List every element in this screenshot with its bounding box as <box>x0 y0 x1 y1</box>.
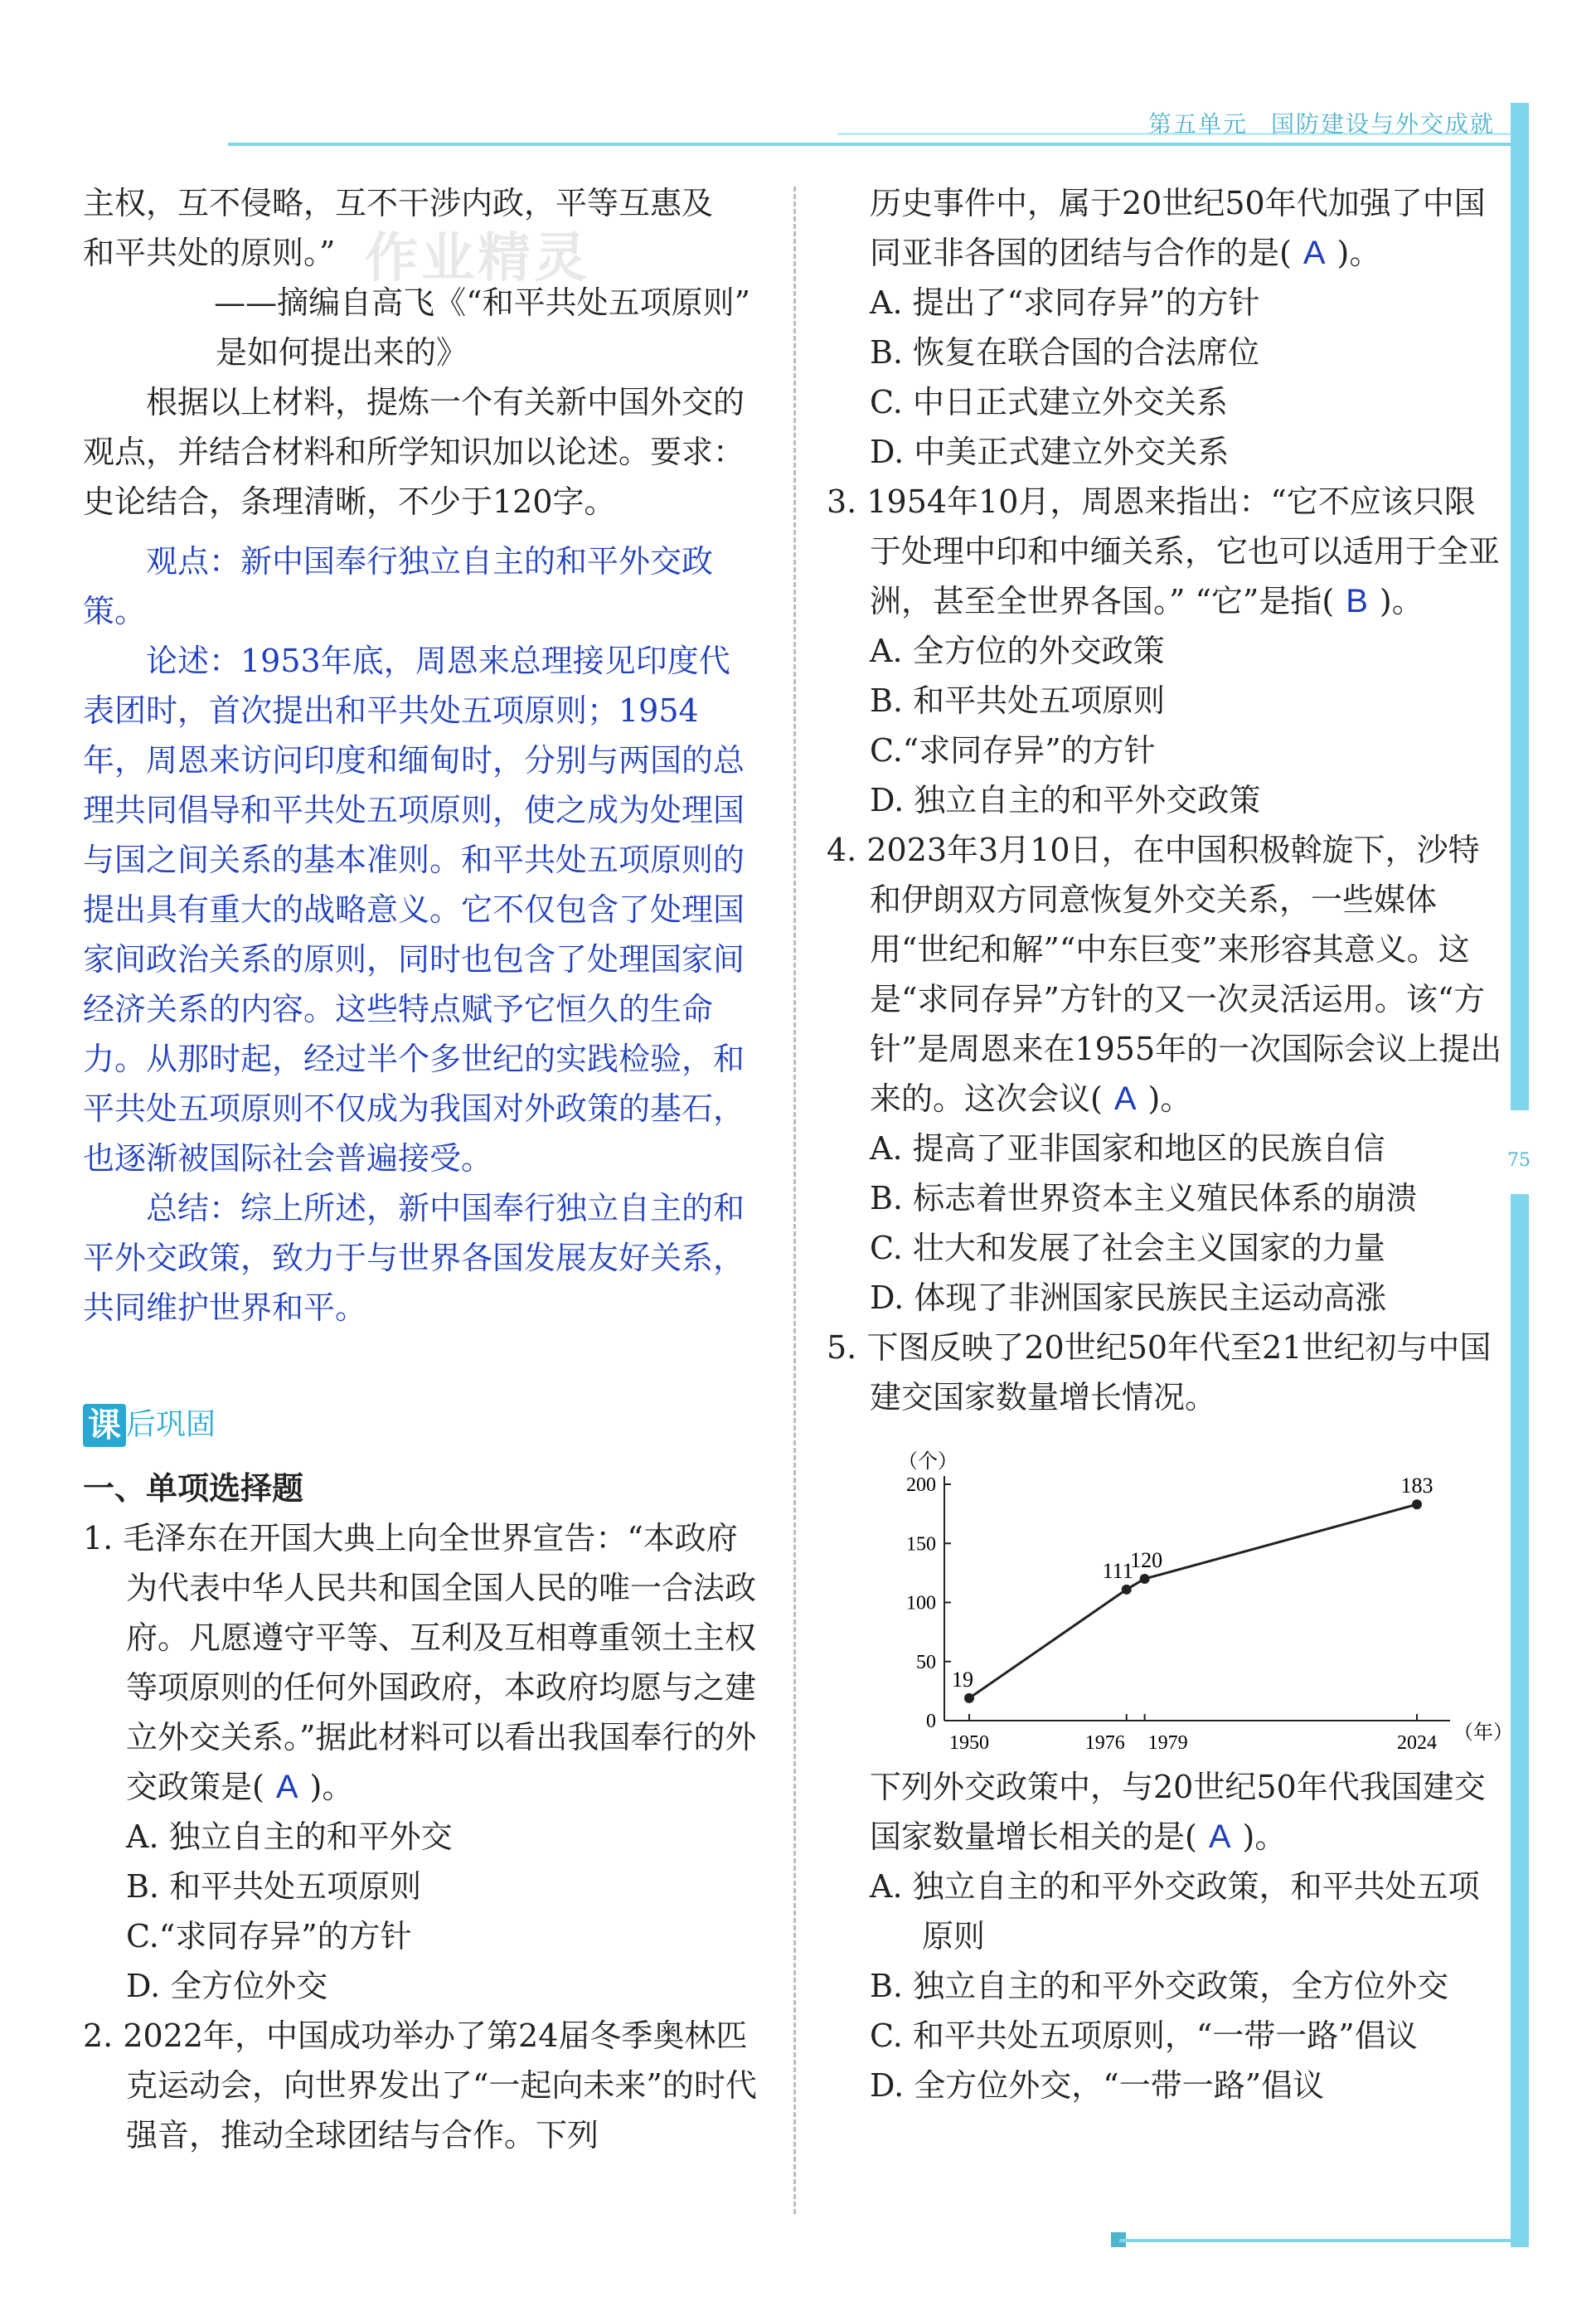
data-label: 111 <box>1102 1558 1133 1583</box>
left-column <box>83 178 759 2160</box>
header-title: 国防建设与外交成就 <box>1271 110 1496 138</box>
question-1: 1. 毛泽东在开国大典上向全世界宣告：“本政府为代表中华人民共和国全国人民的唯一合法政府。凡愿遵守平等、互利及互相尊重领土主权等项原则的任何外国政府，本政府均愿与之建立外交关系。”据此材料可以看出我国奉行的外交政策是( A )。 <box>83 1520 757 1805</box>
answer-mark: A <box>1208 1818 1231 1855</box>
answer-summary: 总结：综上所述，新中国奉行独立自主的和平外交政策，致力于与世界各国发展友好关系，共同维护世界和平。 <box>83 1190 745 1326</box>
quote-source-title: 是如何提出来的》 <box>216 334 468 371</box>
section-header <box>83 1397 759 1455</box>
option: B. 标志着世界资本主义殖民体系的崩溃 <box>870 1180 1418 1216</box>
page-number: 75 <box>1507 1150 1531 1171</box>
header-rule <box>228 143 1521 146</box>
option: B. 恢复在联合国的合法席位 <box>870 334 1260 371</box>
watermark: 作业精灵 <box>365 228 590 289</box>
option: B. 独立自主的和平外交政策，全方位外交 <box>870 1968 1449 2004</box>
option: D. 独立自主的和平外交政策 <box>870 782 1261 818</box>
data-label: 19 <box>952 1667 973 1692</box>
question-2: 2. 2022年，中国成功举办了第24届冬季奥林匹克运动会，向世界发出了“一起向未来”的时代强音，推动全球团结与合作。下列 <box>83 2017 757 2153</box>
y-tick-label: 150 <box>906 1533 936 1556</box>
section-badge-text: 后巩固 <box>126 1407 216 1442</box>
answer-mark: A <box>275 1769 298 1805</box>
side-bar-bottom <box>1511 1194 1529 2247</box>
column-divider <box>793 187 796 2214</box>
option: A. 提高了亚非国家和地区的民族自信 <box>870 1130 1385 1167</box>
quote-source: ——摘编自高飞《“和平共处五项原则” <box>214 284 750 321</box>
header-unit: 第五单元 <box>1148 110 1249 138</box>
x-tick-label: 1950 <box>949 1732 989 1754</box>
question-2-continued: 历史事件中，属于20世纪50年代加强了中国同亚非各国的团结与合作的是( A )。 <box>870 185 1486 271</box>
data-point <box>1140 1574 1150 1584</box>
chart-container <box>827 1422 1513 1762</box>
answer-mark: A <box>1303 235 1326 271</box>
y-tick-label: 0 <box>926 1711 936 1732</box>
option: A. 独立自主的和平外交 <box>126 1818 453 1855</box>
side-bar-top <box>1511 103 1529 1110</box>
option: C. 壮大和发展了社会主义国家的力量 <box>870 1230 1385 1266</box>
answer-mark: A <box>1113 1080 1137 1117</box>
option: B. 和平共处五项原则 <box>126 1868 422 1905</box>
option: B. 和平共处五项原则 <box>870 682 1166 719</box>
line-chart <box>870 1430 1513 1762</box>
x-tick-label: 1979 <box>1147 1732 1188 1754</box>
section-badge: 课 <box>83 1404 126 1447</box>
option: C. 中日正式建立外交关系 <box>870 384 1228 420</box>
quote-line: 主权，互不侵略，互不干涉内政，平等互惠及 <box>83 185 714 221</box>
section-title: 一、单项选择题 <box>83 1470 304 1507</box>
running-header <box>1148 106 1495 139</box>
answer-argument: 论述：1953年底，周恩来总理接见印度代表团时，首次提出和平共处五项原则；1954年，周恩来访问印度和缅甸时，分别与两国的总理共同倡导和平共处五项原则，使之成为处理国与国之间关系的基本准则。和平共处五项原则的提出具有重大的战略意义。它不仅包含了处理国家间政治关系的原则，同时也包含了处理国家间经济关系的内容。这些特点赋予它恒久的生命力。从那时起，经过半个多世纪的实践检验，和平共处五项原则不仅成为我国对外政策的基石，也逐渐被国际社会普遍接受。 <box>83 643 745 1177</box>
option: D. 中美正式建立外交关系 <box>870 434 1230 470</box>
option: D. 体现了非洲国家民族民主运动高涨 <box>870 1279 1387 1316</box>
option: D. 全方位外交 <box>126 1968 328 2004</box>
data-label: 120 <box>1130 1548 1163 1572</box>
question-4: 4. 2023年3月10日，在中国积极斡旋下，沙特和伊朗双方同意恢复外交关系，一些媒体用“世纪和解”“中东巨变”来形容其意义。这是“求同存异”方针的又一次灵活运用。该“方针”是周恩来在1955年的一次国际会议上提出来的。这次会议( A )。 <box>827 832 1502 1117</box>
option: A. 独立自主的和平外交政策，和平共处五项原则 <box>870 1868 1480 1954</box>
y-tick-label: 50 <box>916 1651 936 1673</box>
data-label: 183 <box>1400 1474 1433 1498</box>
question-5: 5. 下图反映了20世纪50年代至21世纪初与中国建交国家数量增长情况。 <box>827 1329 1492 1415</box>
essay-prompt: 根据以上材料，提炼一个有关新中国外交的观点，并结合材料和所学知识加以论述。要求：史论结合，条理清晰，不少于120字。 <box>83 384 745 520</box>
data-point <box>964 1693 974 1703</box>
x-axis-label: （年） <box>1453 1722 1513 1744</box>
option: D. 全方位外交，“一带一路”倡议 <box>870 2067 1325 2104</box>
option: C.“求同存异”的方针 <box>126 1918 412 1954</box>
series-line <box>969 1504 1417 1698</box>
x-tick-label: 1976 <box>1084 1732 1125 1754</box>
data-point <box>1122 1585 1132 1595</box>
answer-view: 观点：新中国奉行独立自主的和平外交政策。 <box>83 543 714 629</box>
question-5-prompt: 下列外交政策中，与20世纪50年代我国建交国家数量增长相关的是( A )。 <box>870 1769 1486 1855</box>
y-axis-label: （个） <box>898 1451 958 1473</box>
y-tick-label: 200 <box>906 1474 936 1496</box>
option: C. 和平共处五项原则，“一带一路”倡议 <box>870 2017 1418 2054</box>
option: A. 提出了“求同存异”的方针 <box>870 284 1260 321</box>
x-tick-label: 2024 <box>1397 1732 1437 1754</box>
answer-mark: B <box>1346 583 1368 619</box>
y-tick-label: 100 <box>906 1592 936 1614</box>
footer-rule <box>1119 2239 1517 2242</box>
quote-line: 和平共处的原则。” <box>83 235 336 271</box>
right-column <box>827 178 1513 2110</box>
data-point <box>1412 1499 1422 1509</box>
question-3: 3. 1954年10月，周恩来指出：“它不应该只限于处理中印和中缅关系，它也可以适用于全亚洲，甚至全世界各国。” “它”是指( B )。 <box>827 483 1501 619</box>
option: C.“求同存异”的方针 <box>870 732 1156 769</box>
option: A. 全方位的外交政策 <box>870 633 1165 669</box>
